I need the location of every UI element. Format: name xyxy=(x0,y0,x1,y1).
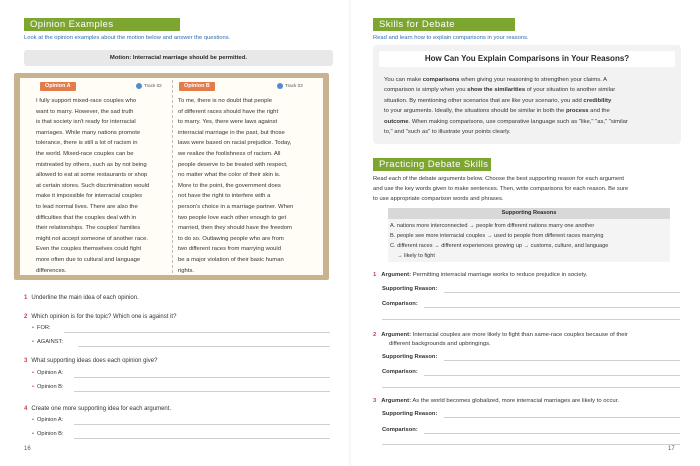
book-spine xyxy=(349,0,351,466)
arg2-comparison-line-1[interactable] xyxy=(424,375,680,376)
arg2-supporting-reason-label: Supporting Reason: xyxy=(382,354,438,360)
arg1-supporting-reason-line[interactable] xyxy=(444,292,680,293)
q4-opinion-b-label: • Opinion B: xyxy=(32,431,64,437)
q2-against-label: • AGAINST: xyxy=(32,339,63,345)
reason-c: C. different races → different experiences growing up → customs, culture, and language xyxy=(390,243,609,249)
argument-2-cont: different backgrounds and upbringings. xyxy=(389,341,491,347)
practicing-debate-skills-title: Practicing Debate Skills xyxy=(373,158,491,171)
motion-box: Motion: Interracial marriage should be permitted. xyxy=(24,50,333,66)
q3-opinion-b-label: • Opinion B: xyxy=(32,384,64,390)
q3-opinion-a-label: • Opinion A: xyxy=(32,370,64,376)
arg3-supporting-reason-line[interactable] xyxy=(444,417,680,418)
arg3-comparison-line-1[interactable] xyxy=(424,433,680,434)
reason-c-cont: → likely to fight xyxy=(397,253,435,259)
opinion-divider xyxy=(172,80,173,273)
page-number-left: 16 xyxy=(24,446,31,452)
question-3: 3 What supporting ideas does each opinion give? xyxy=(24,358,158,364)
q2-against-answer-line[interactable] xyxy=(78,346,330,347)
arg1-supporting-reason-label: Supporting Reason: xyxy=(382,286,438,292)
arg2-supporting-reason-line[interactable] xyxy=(444,360,680,361)
arg3-comparison-line-2[interactable] xyxy=(382,444,680,445)
argument-3: 3 Argument: As the world becomes globalized, more interracial marriages are likely to occur. xyxy=(373,398,619,404)
argument-1: 1 Argument: Permitting interracial marriage works to reduce prejudice in society. xyxy=(373,272,588,278)
q3-opinion-a-answer-line[interactable] xyxy=(74,377,330,378)
arg1-comparison-line-2[interactable] xyxy=(382,319,680,320)
arg2-comparison-line-2[interactable] xyxy=(382,387,680,388)
supporting-reasons-title: Supporting Reasons xyxy=(388,208,670,219)
right-instruction: Read and learn how to explain comparisons in your reasons. xyxy=(373,35,529,41)
opinion-a-text: I fully support mixed-race couples who want to marry. However, the sad truth is that society isn't ready for interracial marriages. While many nations promote tolerance, there is still a lot of racism in the world. Mixed-race couples can be mistreated by others, such as by not being allowed to eat at some restaurants or shop at certain stores. Such discrimination would make it impossible for interracial couples to lead normal lives. There are also the difficulties that the couples deal with in their relationships. The couples' families might not accept someone of another race. Even the couples themselves could fight more often due to cultural and language differences. xyxy=(36,98,150,274)
audio-track-icon xyxy=(136,83,142,89)
question-4: 4 Create one more supporting idea for each argument. xyxy=(24,406,172,412)
audio-track-icon xyxy=(277,83,283,89)
reason-b: B. people see more interracial couples → used to people from different races marrying xyxy=(390,233,604,239)
arg3-supporting-reason-label: Supporting Reason: xyxy=(382,411,438,417)
opinion-examples-title: Opinion Examples xyxy=(24,18,180,31)
skills-box-body: You can make comparisons when giving your reasoning to strengthen your claims. A comparison is simply when you show the similarities of your situation to another similar situation. By mentioning other scenarios that are like your scenario, you add credibility to your arguments. Ideally, the situations should be similar in both the process and the outcome. When making comparisons, use comparative language such as "like," "as," "similar to," and "such as" to illustrate your points clearly. xyxy=(384,77,628,136)
reason-a: A. nations more interconnected → people from different nations marry one another xyxy=(390,223,595,229)
q4-opinion-b-answer-line[interactable] xyxy=(74,438,330,439)
skills-box-title: How Can You Explain Comparisons in Your Reasons? xyxy=(379,51,675,67)
arg2-comparison-label: Comparison: xyxy=(382,369,418,375)
practice-instruction: Read each of the debate arguments below. Choose the best supporting reason for each argument and use the key words given to make sentences. Then, write comparisons for each reason. Be sure to use appropriate comparison words and phrases. xyxy=(373,176,629,202)
skills-for-debate-title: Skills for Debate xyxy=(373,18,515,31)
question-1: 1 Underline the main idea of each opinion. xyxy=(24,295,139,301)
page-number-right: 17 xyxy=(668,446,675,452)
question-2: 2 Which opinion is for the topic? Which one is against it? xyxy=(24,314,177,320)
q2-for-answer-line[interactable] xyxy=(64,332,330,333)
opinion-a-tag: Opinion A xyxy=(40,82,76,91)
opinion-b-tag: Opinion B xyxy=(179,82,215,91)
argument-2: 2 Argument: Interracial couples are more likely to fight than same-race couples because of their xyxy=(373,332,628,338)
track-02[interactable]: Track 02 xyxy=(136,82,162,89)
left-instruction: Look at the opinion examples about the motion below and answer the questions. xyxy=(24,35,231,41)
track-03[interactable]: Track 03 xyxy=(277,82,303,89)
q3-opinion-b-answer-line[interactable] xyxy=(74,391,330,392)
arg1-comparison-line-1[interactable] xyxy=(424,307,680,308)
q2-for-label: • FOR: xyxy=(32,325,51,331)
opinion-b-text: To me, there is no doubt that people of different races should have the right to marry. Yes, there were laws against interracial marriage in the past, but those laws were based on racial prejudice. Today, we realize the foolishness of racism. All people deserve to be treated with respect, no matter what the color of their skin is. More to the point, the government does not have the right to interfere with a person's choice in a marriage partner. When two people love each other enough to get married, then they should have the freedom to do so. Outlawing people who are from two different races from marrying would be a major violation of their basic human rights. xyxy=(178,98,294,274)
arg1-comparison-label: Comparison: xyxy=(382,301,418,307)
arg3-comparison-label: Comparison: xyxy=(382,427,418,433)
q4-opinion-a-label: • Opinion A: xyxy=(32,417,64,423)
q4-opinion-a-answer-line[interactable] xyxy=(74,424,330,425)
